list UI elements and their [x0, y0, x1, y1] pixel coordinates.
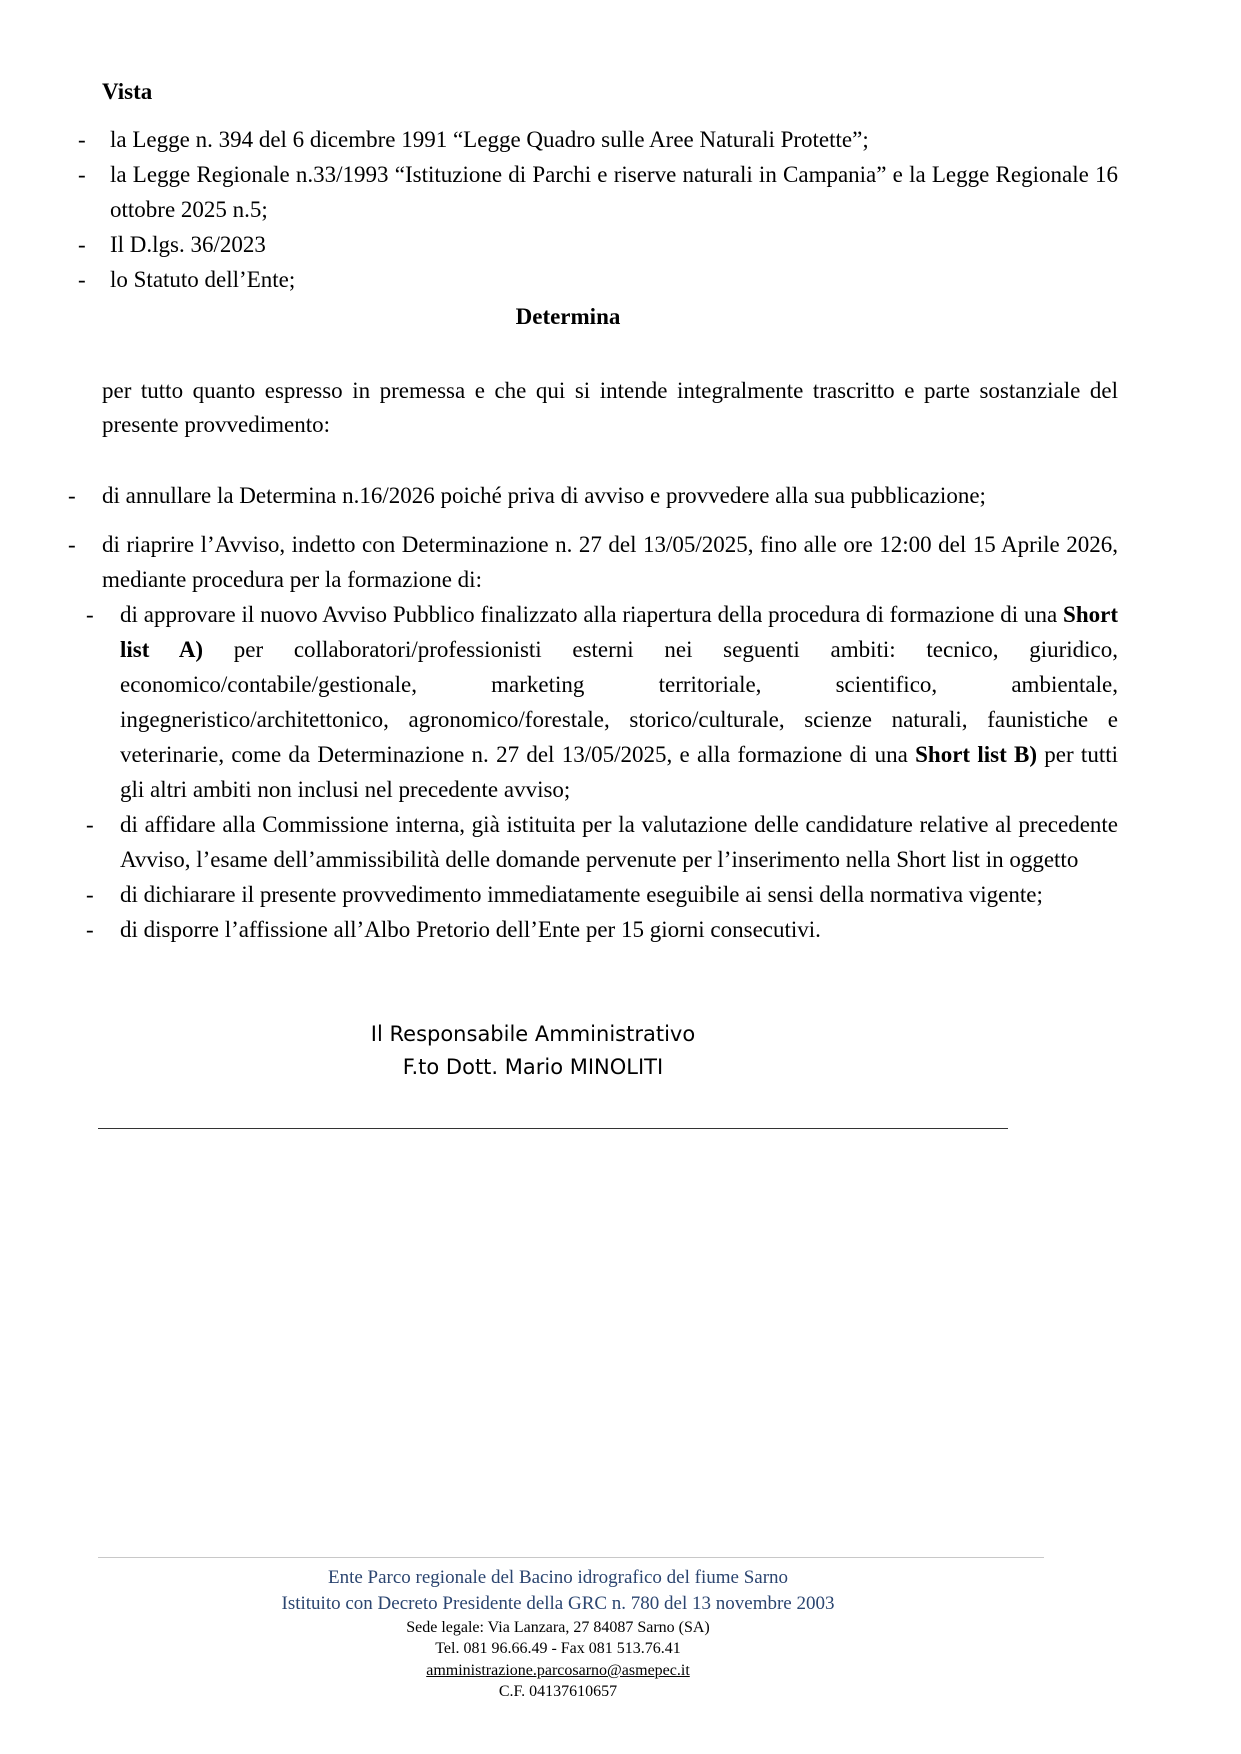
list-item: - di riaprire l’Avviso, indetto con Determinazione n. 27 del 13/05/2025, fino alle ore 12:00 del 15 Aprile 2026, mediante procedura per la formazione di: [66, 528, 1118, 598]
vista-list [78, 123, 1118, 298]
heading-determina: Determina [515, 303, 621, 329]
list-item: - di annullare la Determina n.16/2026 poiché priva di avviso e provvedere alla sua pubblicazione; [66, 479, 1118, 514]
short-list-b-label: Short list B) [915, 742, 1038, 768]
spacer [78, 514, 1118, 528]
horizontal-divider [98, 1128, 1008, 1129]
document-body [78, 78, 1118, 948]
paragraph-premessa: per tutto quanto espresso in premessa e che qui si intende integralmente trascritto e parte sostanziale del presente provvedimento: [102, 377, 1118, 438]
short-list-a-label: Short list A) [120, 602, 1118, 663]
signature-name: F.to Dott. Mario MINOLITI [402, 1054, 664, 1079]
item3-text-3: per tutti gli altri ambiti non inclusi nel precedente avviso; [120, 742, 1118, 803]
item3-text-1: di approvare il nuovo Avviso Pubblico finalizzato alla riapertura della procedura di formazione di una [120, 602, 1064, 628]
footer-decree: Istituito con Decreto Presidente della GRC n. 780 del 13 novembre 2003 [281, 1592, 835, 1614]
list-item: - la Legge Regionale n.33/1993 “Istituzione di Parchi e riserve naturali in Campania” e la Legge Regionale 16 ottobre 2025 n.5; [78, 158, 1118, 228]
footer-phone: Tel. 081 96.66.49 - Fax 081 513.76.41 [435, 1640, 681, 1658]
item3-text-2: per collaboratori/professionisti esterni nei seguenti ambiti: tecnico, giuridico, economico/contabile/gestionale, marketing territoriale, scientifico, ambientale, ingegneristico/architettonico, agronomico/forestale, storico/culturale, scienze naturali, faunistiche e veterinarie, come da Determinazione n. 27 del 13/05/2025, e alla formazione di una [120, 637, 1119, 768]
footer-org-name: Ente Parco regionale del Bacino idrografico del fiume Sarno [327, 1567, 789, 1588]
footer-divider [98, 1557, 1044, 1558]
signature-block [78, 1018, 1118, 1083]
signature-role: Il Responsabile Amministrativo [370, 1022, 696, 1046]
list-item: - di affidare alla Commissione interna, già istituita per la valutazione delle candidature relative al precedente Avviso, l’esame dell’ammissibilità delle domande pervenute per l’inserimento nella Short list in oggetto [84, 808, 1118, 878]
footer-address: Sede legale: Via Lanzara, 27 84087 Sarno (SA) [406, 1618, 710, 1636]
list-item: - Il D.lgs. 36/2023 [78, 228, 1118, 263]
spacer [78, 443, 1118, 479]
list-item: - di disporre l’affissione all’Albo Pretorio dell’Ente per 15 giorni consecutivi. [84, 913, 1118, 948]
page-footer [78, 1565, 1118, 1703]
determina-list [78, 479, 1118, 947]
footer-email-link[interactable]: amministrazione.parcosarno@asmepec.it [426, 1661, 690, 1679]
heading-vista: Vista [102, 79, 153, 104]
list-item [84, 598, 1118, 808]
footer-tax-code: C.F. 04137610657 [498, 1683, 618, 1701]
list-item: - lo Statuto dell’Ente; [78, 263, 1118, 298]
list-item: - di dichiarare il presente provvedimento immediatamente eseguibile ai sensi della normativa vigente; [84, 878, 1118, 913]
list-item: - la Legge n. 394 del 6 dicembre 1991 “Legge Quadro sulle Aree Naturali Protette”; [78, 123, 1118, 158]
